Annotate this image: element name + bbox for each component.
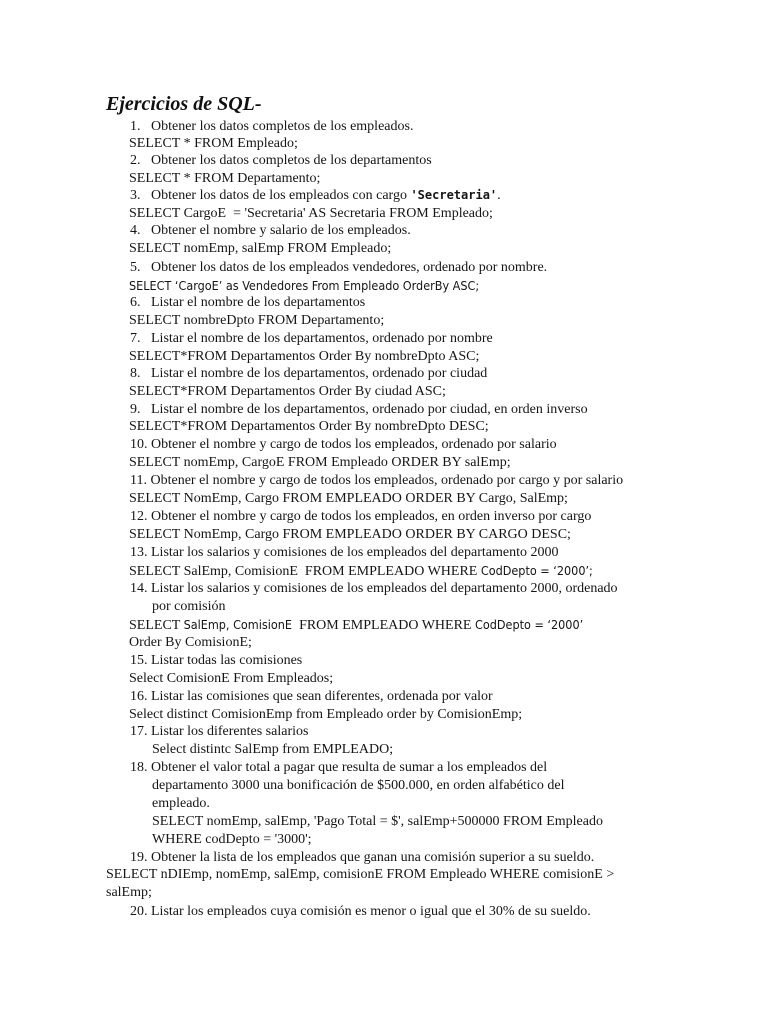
exercise-8: 8. Listar el nombre de los departamentos, ordenado por ciudad bbox=[130, 366, 488, 381]
query-17: Select distintc SalEmp from EMPLEADO; bbox=[152, 742, 394, 757]
exercise-17: 17. Listar los diferentes salarios bbox=[130, 724, 309, 739]
query-13-text: SELECT SalEmp, ComisionE FROM EMPLEADO WHERE bbox=[129, 564, 481, 579]
query-18: SELECT nomEmp, salEmp, 'Pago Total = $', salEmp+500000 FROM Empleado bbox=[152, 814, 603, 829]
query-4: SELECT nomEmp, salEmp FROM Empleado; bbox=[129, 241, 392, 256]
query-14 bbox=[129, 616, 583, 634]
query-14-select: SELECT bbox=[129, 618, 184, 633]
exercise-5: 5. Obtener los datos de los empleados vendedores, ordenado por nombre. bbox=[130, 260, 548, 275]
exercise-16: 16. Listar las comisiones que sean diferentes, ordenada por valor bbox=[130, 689, 493, 704]
exercise-10: 10. Obtener el nombre y cargo de todos los empleados, ordenado por salario bbox=[130, 437, 557, 452]
exercise-9: 9. Listar el nombre de los departamentos, ordenado por ciudad, en orden inverso bbox=[130, 402, 588, 417]
exercise-18-continued-2: empleado. bbox=[152, 796, 210, 811]
query-15: Select ComisionE From Empleados; bbox=[129, 671, 334, 686]
query-1: SELECT * FROM Empleado; bbox=[129, 136, 298, 151]
document-title: Ejercicios de SQL- bbox=[106, 93, 262, 115]
query-14-from: FROM EMPLEADO WHERE bbox=[295, 618, 475, 633]
query-19-continued: salEmp; bbox=[106, 885, 152, 900]
query-16: Select distinct ComisionEmp from Empleado order by ComisionEmp; bbox=[129, 707, 523, 722]
exercise-12: 12. Obtener el nombre y cargo de todos los empleados, en orden inverso por cargo bbox=[130, 509, 592, 524]
query-13-condition: CodDepto = ‘2000’; bbox=[480, 563, 593, 578]
exercise-1: 1. Obtener los datos completos de los empleados. bbox=[130, 119, 414, 134]
query-2: SELECT * FROM Departamento; bbox=[129, 171, 321, 186]
query-14-condition: CodDepto = ‘2000’ bbox=[474, 617, 584, 632]
exercise-3-period: . bbox=[497, 188, 501, 203]
exercise-4: 4. Obtener el nombre y salario de los empleados. bbox=[130, 223, 411, 238]
exercise-2: 2. Obtener los datos completos de los departamentos bbox=[130, 153, 432, 168]
query-10: SELECT nomEmp, CargoE FROM Empleado ORDER BY salEmp; bbox=[129, 455, 511, 470]
exercise-20: 20. Listar los empleados cuya comisión es menor o igual que el 30% de su sueldo. bbox=[130, 904, 591, 919]
query-3: SELECT CargoE = 'Secretaria' AS Secretaria FROM Empleado; bbox=[129, 206, 493, 221]
query-14-continued: Order By ComisionE; bbox=[129, 635, 252, 650]
exercise-15: 15. Listar todas las comisiones bbox=[130, 653, 303, 668]
query-19: SELECT nDIEmp, nomEmp, salEmp, comisionE FROM Empleado WHERE comisionE > bbox=[106, 867, 615, 882]
query-7: SELECT*FROM Departamentos Order By nombreDpto ASC; bbox=[129, 349, 480, 364]
exercise-18: 18. Obtener el valor total a pagar que resulta de sumar a los empleados del bbox=[130, 760, 548, 775]
exercise-3-text: 3. Obtener los datos de los empleados con cargo bbox=[130, 188, 411, 203]
exercise-3 bbox=[130, 187, 501, 204]
query-5: SELECT ‘CargoE’ as Vendedores From Empleado OrderBy ASC; bbox=[129, 278, 480, 293]
exercise-14-continued: por comisión bbox=[152, 599, 226, 614]
query-18-continued: WHERE codDepto = '3000'; bbox=[152, 832, 312, 847]
exercise-3-code: 'Secretaria' bbox=[410, 188, 498, 202]
exercise-11: 11. Obtener el nombre y cargo de todos los empleados, ordenado por cargo y por salario bbox=[130, 473, 624, 488]
exercise-7: 7. Listar el nombre de los departamentos, ordenado por nombre bbox=[130, 331, 493, 346]
query-14-columns: SalEmp, ComisionE bbox=[183, 617, 296, 632]
query-11: SELECT NomEmp, Cargo FROM EMPLEADO ORDER BY Cargo, SalEmp; bbox=[129, 491, 568, 506]
exercise-18-continued-1: departamento 3000 una bonificación de $500.000, en orden alfabético del bbox=[152, 778, 565, 793]
query-6: SELECT nombreDpto FROM Departamento; bbox=[129, 313, 385, 328]
exercise-6: 6. Listar el nombre de los departamentos bbox=[130, 295, 366, 310]
query-13 bbox=[129, 562, 593, 580]
exercise-14: 14. Listar los salarios y comisiones de los empleados del departamento 2000, ordenado bbox=[130, 581, 618, 596]
exercise-19: 19. Obtener la lista de los empleados que ganan una comisión superior a su sueldo. bbox=[130, 850, 595, 865]
exercise-13: 13. Listar los salarios y comisiones de los empleados del departamento 2000 bbox=[130, 545, 559, 560]
query-9: SELECT*FROM Departamentos Order By nombreDpto DESC; bbox=[129, 419, 489, 434]
query-8: SELECT*FROM Departamentos Order By ciudad ASC; bbox=[129, 384, 446, 399]
query-12: SELECT NomEmp, Cargo FROM EMPLEADO ORDER BY CARGO DESC; bbox=[129, 527, 571, 542]
